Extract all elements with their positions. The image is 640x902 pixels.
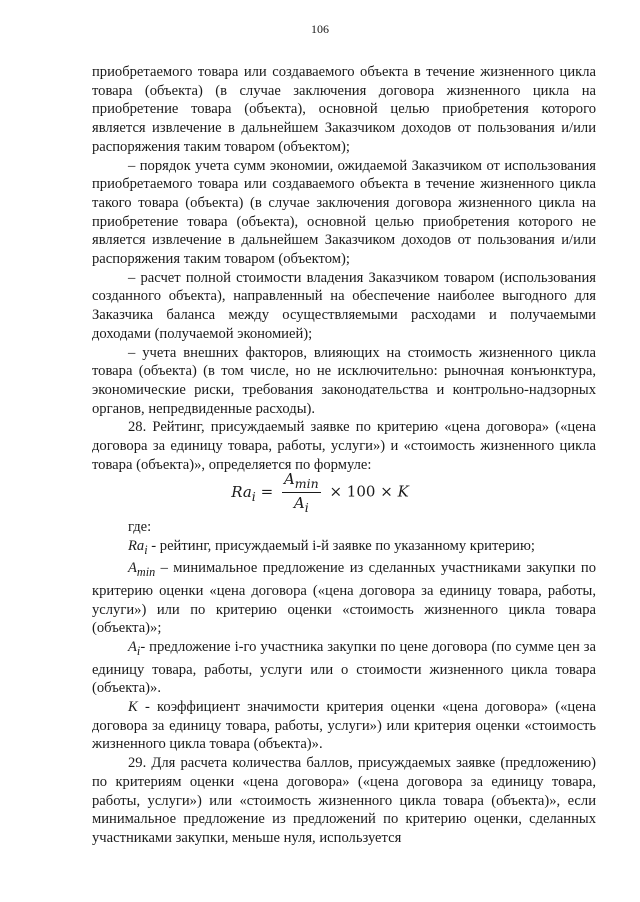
formula-coefficient: K — [397, 482, 409, 501]
where-label: где: — [128, 519, 152, 535]
definition-k: K - коэффициент значимости критерия оценки «цена договора» («цена договора за единицу товара, работы, услуги») или критерия оценки «стоимость жизненного цикла товара (объекта)». — [92, 699, 596, 753]
definition-ra: $Ra_i$ - рейтинг, присуждаемый i-й заявке по указанному критерию; — [128, 537, 535, 557]
paragraph-total-cost: – расчет полной стоимости владения Заказчиком товаром (использования созданного объекта), направленный на обеспечение наиболее выгодного для Заказчика баланса между осуществляемыми расходами и получаемыми доходами (получаемой экономией); — [92, 269, 596, 342]
paragraph-external-factors: – учета внешних факторов, влияющих на стоимость жизненного цикла товара (объекта) (в том числе, но не исключительно: рыночная конъюнктура, экономические риски, требования законодательства и контрольно-надзорных органов, непредвиденные расходы). — [92, 344, 596, 417]
body-text-bottom — [92, 518, 596, 848]
paragraph-29: 29. Для расчета количества баллов, присуждаемых заявке (предложению) по критериям оценки «цена договора» («цена договора за единицу товара, работы, услуги») или «стоимость жизненного цикла товара (объекта)», если минимальное предложение из предложений по критерию оценки, сделанных участниками закупки, меньше нуля, используется — [92, 755, 596, 846]
formula-numerator: $A_{min}$ — [283, 470, 319, 491]
formula-lhs: $Ra_i$ — [231, 482, 256, 504]
formula-fraction — [282, 470, 321, 515]
formula-multiplier: × 100 × — [329, 482, 393, 501]
definition-ai: $A_i-$ предложение i-го участника закупки по цене договора (по сумме цен за единицу товара, работы, услуги или о стоимости жизненного цикла товара (объекта)». — [92, 639, 596, 697]
paragraph-savings-accounting: – порядок учета сумм экономии, ожидаемой Заказчиком от использования приобретаемого товара или создаваемого объекта в течение жизненного цикла такого товара (объекта) (в случае заключения договора жизненного цикла на приобретение товара (объекта), основной целью приобретения которого не является извлечение в дальнейшем Заказчиком доходов от пользования и/или распоряжения таким товаром (объектом); — [92, 157, 596, 268]
formula-denominator: $A_i$ — [293, 494, 309, 515]
paragraph-continuation: приобретаемого товара или создаваемого объекта в течение жизненного цикла товара (объекта) (в случае заключения договора жизненного цикла на приобретение товара (объекта), основной целью приобретения которого является извлечение в дальнейшем Заказчиком доходов от пользования и/или распоряжения таким товаром (объектом); — [92, 64, 596, 155]
formula-equals: = — [260, 482, 274, 501]
body-text-top — [92, 63, 596, 474]
page-number: 106 — [311, 22, 329, 36]
definition-amin: $A_{min}$ – минимальное предложение из сделанных участниками закупки по критерию оценки «цена договора («цена договора за единицу товара, работы, услуги») или по критерию оценки «стоимость жизненного цикла товара (объекта)»; — [92, 560, 596, 637]
rating-formula — [0, 470, 640, 515]
paragraph-28: 28. Рейтинг, присуждаемый заявке по критерию «цена договора» («цена договора за единицу товара, работы, услуги») и «стоимость жизненного цикла товара (объекта)», определяется по формуле: — [92, 419, 596, 473]
